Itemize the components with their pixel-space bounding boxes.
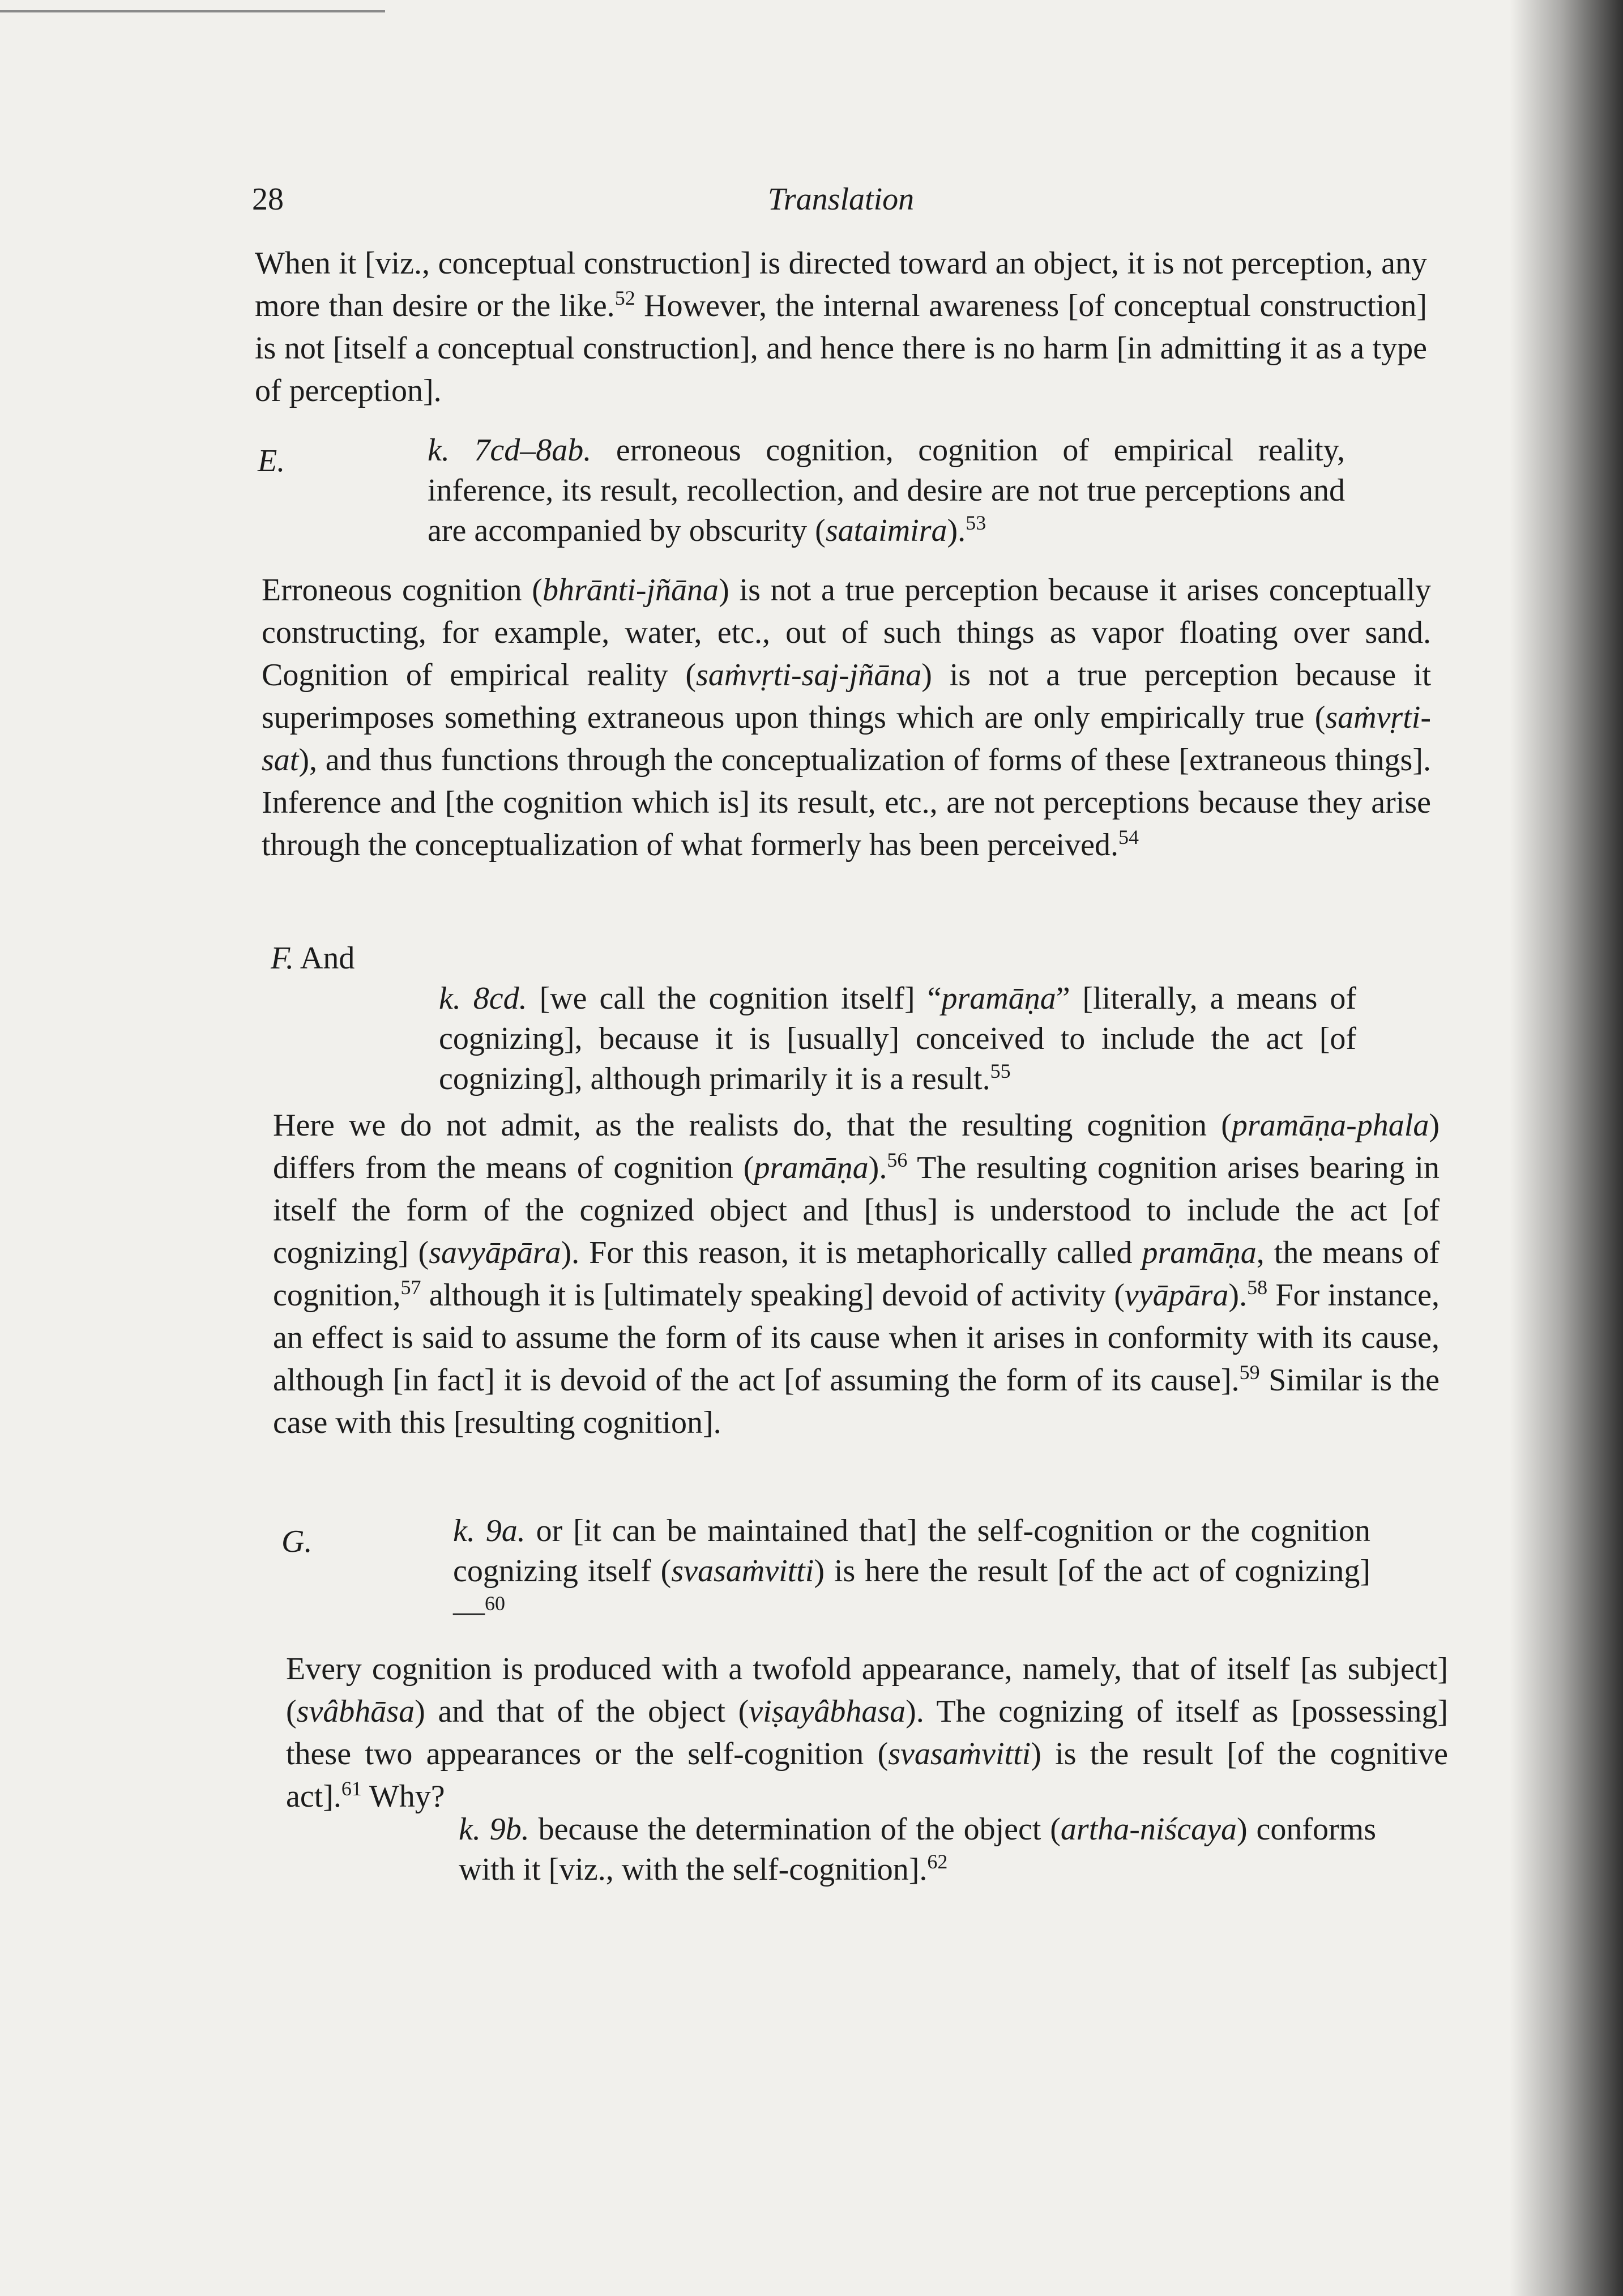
running-head: Translation xyxy=(767,182,915,217)
page-number: 28 xyxy=(252,182,284,217)
section-f-paragraph: Here we do not admit, as the realists do, that the resulting cognition (pramāṇa-phala) differs from the means of cognition (pramāṇa).$^{56}$ The resulting cognition arises bearing in itself the form of the cognized object and [thus] is understood to include the act [of cognizing] (savyāpāra). For this reason, it is metaphorically called pramāṇa, the means of cognition,$^{57}$ although it is [ultimately speaking] devoid of activity (vyāpāra).$^{58}$ For instance, an effect is said to assume the form of its cause when it arises in conformity with its cause, although [in fact] it is devoid of the act [of assuming the form of its cause].$^{59}$ Similar is the case with this [resulting cognition]. xyxy=(273,1108,1440,1440)
karika-reference: k. 8cd. xyxy=(439,981,527,1016)
intro-paragraph: When it [viz., conceptual construction] is directed toward an object, it is not perception, any more than desire or the like.$^{52}$ However, the internal awareness [of conceptual construction] is not [itself a conceptual construction], and hence there is no harm [in admitting it as a type of perception]. xyxy=(255,246,1427,408)
section-label-g: G. xyxy=(281,1524,313,1559)
karika-9b: k. 9b. because the determination of the object (artha-niścaya) conforms with it [viz., with the self-cognition].$^{62}$ xyxy=(459,1812,1376,1887)
karika-reference: k. 9a. xyxy=(453,1513,526,1548)
karika-reference: k. 7cd–8ab. xyxy=(428,433,592,468)
footnote-ref: 52 xyxy=(614,287,635,309)
karika-reference: k. 9b. xyxy=(459,1812,529,1847)
footnote-ref: 61 xyxy=(341,1777,362,1800)
karika-f: k. 8cd. [we call the cognition itself] “pramāṇa” [literally, a means of cognizing], because it is [usually] conceived to include the act [of cognizing], although primarily it is a result.$^{55}$ xyxy=(439,981,1357,1096)
footnote-ref: 59 xyxy=(1239,1361,1260,1384)
footnote-ref: 53 xyxy=(966,511,986,534)
section-label-e: E. xyxy=(258,443,285,479)
section-g-paragraph: Every cognition is produced with a twofold appearance, namely, that of itself [as subject] (svâbhāsa) and that of the object (viṣayâbhasa). The cognizing of itself as [possessing] these two appearances or the self-cognition (svasaṁvitti) is the result [of the cognitive act].$^{61}$ Why? xyxy=(286,1651,1449,1814)
footnote-ref: 60 xyxy=(485,1592,505,1615)
footnote-ref: 55 xyxy=(990,1060,1011,1082)
footnote-ref: 62 xyxy=(927,1850,948,1873)
footnote-ref: 56 xyxy=(887,1149,908,1171)
footnote-ref: 54 xyxy=(1118,826,1139,848)
book-spine-shadow xyxy=(1510,0,1623,2296)
section-e-paragraph: Erroneous cognition (bhrānti-jñāna) is not a true perception because it arises conceptually constructing, for example, water, etc., out of such things as vapor floating over sand. Cognition of empirical reality (saṁvṛti-saj-jñāna) is not a true perception because it superimposes something extraneous upon things which are only empirically true (saṁvṛti-sat), and thus functions through the conceptualization of forms of these [extraneous things]. Inference and [the cognition which is] its result, etc., are not perceptions because they arise through the conceptualization of what formerly has been perceived.$^{54}$ xyxy=(262,573,1432,863)
karika-e: k. 7cd–8ab. erroneous cognition, cognition of empirical reality, inference, its result, recollection, and desire are not true perceptions and are accompanied by obscurity (sataimira).$^{53}$ xyxy=(428,433,1346,548)
page-header xyxy=(252,181,1430,232)
footnote-ref: 58 xyxy=(1247,1276,1268,1299)
karika-g: k. 9a. or [it can be maintained that] the self-cognition or the cognition cognizing itself (svasaṁvitti) is here the result [of the act of cognizing]—$^{60}$ xyxy=(453,1513,1371,1629)
section-label-f: F. And xyxy=(271,941,355,976)
scan-edge-line xyxy=(0,10,385,12)
footnote-ref: 57 xyxy=(400,1276,421,1299)
